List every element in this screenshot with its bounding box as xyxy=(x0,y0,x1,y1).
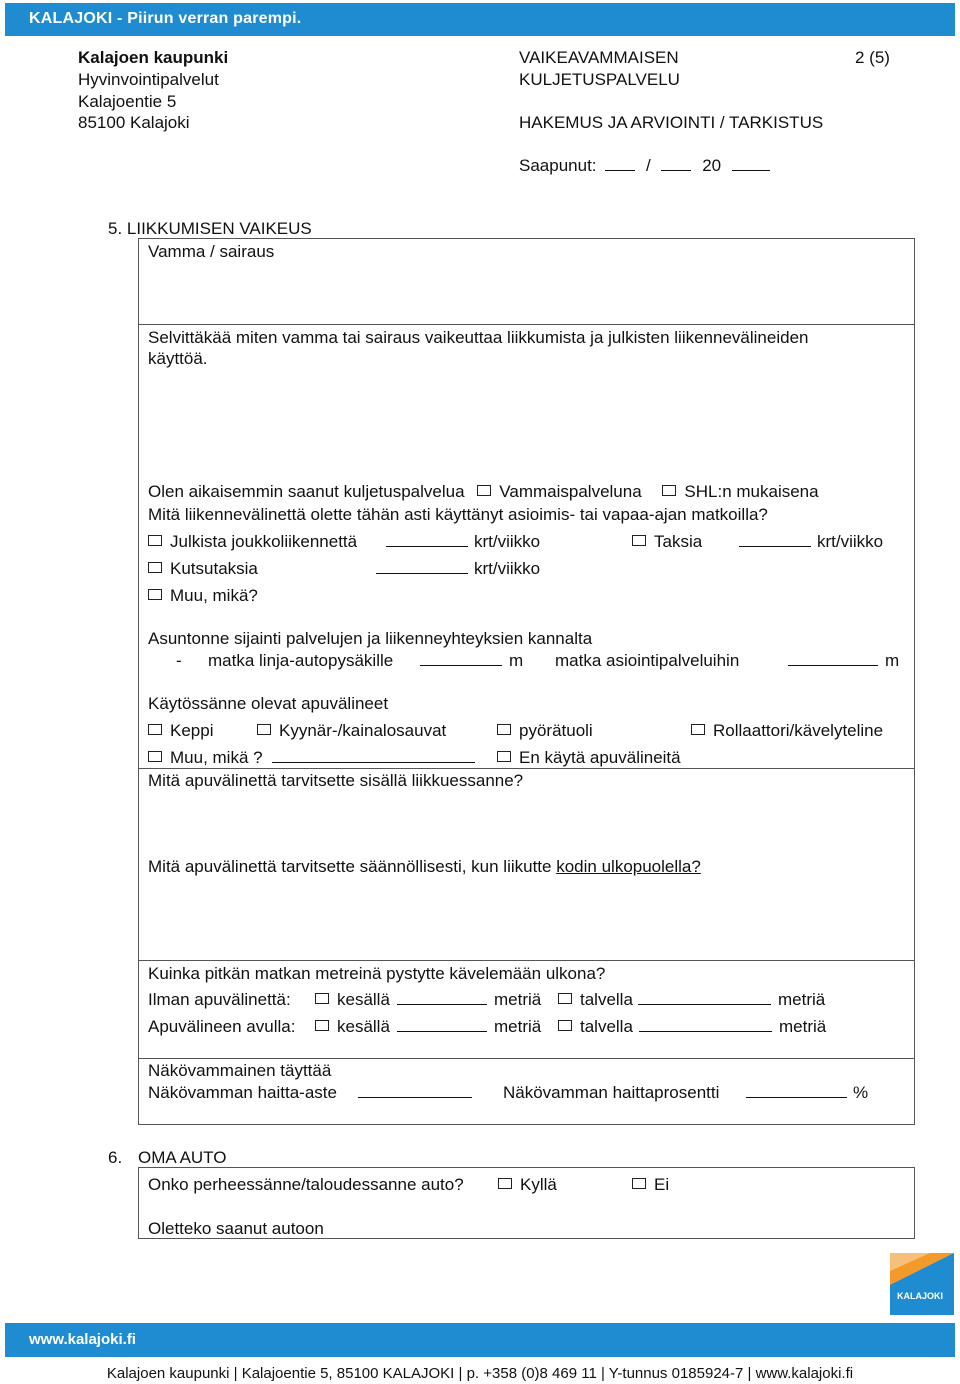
aid-outdoor-text: Mitä apuvälinettä tarvitsette säännöllisesti, kun liikutte xyxy=(148,857,557,876)
explain-line2: käyttöä. xyxy=(148,349,208,368)
checkbox-rollator[interactable] xyxy=(691,724,705,735)
percent-sign: % xyxy=(853,1083,869,1102)
received-day-blank[interactable] xyxy=(605,156,635,171)
per-week-label: krt/viikko xyxy=(474,559,541,578)
divider xyxy=(138,1058,915,1059)
aid-other-label: Muu, mikä ? xyxy=(170,748,263,767)
distance-services-label: matka asiointipalveluihin xyxy=(555,651,740,670)
received-slash: / xyxy=(645,156,651,175)
aid-cane-row xyxy=(148,721,213,741)
received-field xyxy=(519,156,770,176)
checkbox-with-aid-winter[interactable] xyxy=(558,1020,572,1031)
department: Hyvinvointipalvelut xyxy=(78,70,219,89)
aid-outdoor-question xyxy=(148,857,701,877)
injury-label: Vamma / sairaus xyxy=(148,242,275,261)
visual-percent-blank[interactable] xyxy=(746,1083,847,1098)
aid-other-blank[interactable] xyxy=(272,748,475,763)
other-vehicle-label: Muu, mikä? xyxy=(170,586,258,605)
prev-option-shl: SHL:n mukaisena xyxy=(684,482,819,501)
distance-services-blank[interactable] xyxy=(788,651,878,666)
without-aid-summer-blank[interactable] xyxy=(397,990,487,1005)
aid-cane-label: Keppi xyxy=(170,721,214,740)
winter-label: talvella xyxy=(580,990,633,1009)
visual-grade-blank[interactable] xyxy=(358,1083,472,1098)
distance-bus-blank[interactable] xyxy=(420,651,502,666)
taxi-row xyxy=(632,532,702,552)
page-number: 2 (5) xyxy=(855,48,890,67)
dash: - xyxy=(176,651,182,670)
aid-crutches-row xyxy=(257,721,446,741)
checkbox-without-aid-summer[interactable] xyxy=(315,993,329,1004)
checkbox-taxi[interactable] xyxy=(632,535,646,546)
doc-title-line1: VAIKEAVAMMAISEN xyxy=(519,48,679,67)
summer-label: kesällä xyxy=(337,990,390,1009)
aids-label: Käytössänne olevat apuvälineet xyxy=(148,694,389,713)
public-transport-label: Julkista joukkoliikennettä xyxy=(170,532,358,551)
unit-m: m xyxy=(509,651,524,670)
call-taxi-blank[interactable] xyxy=(376,559,468,574)
divider xyxy=(138,324,915,325)
aid-wheelchair-label: pyörätuoli xyxy=(519,721,593,740)
prev-option-disability: Vammaispalveluna xyxy=(499,482,642,501)
with-aid-label: Apuvälineen avulla: xyxy=(148,1017,296,1036)
doc-title-line2: KULJETUSPALVELU xyxy=(519,70,680,89)
section6-heading: OMA AUTO xyxy=(138,1148,227,1167)
taxi-label: Taksia xyxy=(654,532,703,551)
aid-rollator-label: Rollaattori/kävelyteline xyxy=(713,721,884,740)
meters-label: metriä xyxy=(494,1017,542,1036)
with-aid-winter-blank[interactable] xyxy=(639,1017,772,1032)
public-transport-blank[interactable] xyxy=(386,532,468,547)
with-aid-summer-blank[interactable] xyxy=(397,1017,487,1032)
postal-address: 85100 Kalajoki xyxy=(78,113,190,132)
explain-line1: Selvittäkää miten vamma tai sairaus vaikeuttaa liikkumista ja julkisten liikennevälineiden xyxy=(148,328,809,347)
divider xyxy=(138,960,915,961)
checkbox-aid-other[interactable] xyxy=(148,751,162,762)
received-label: Saapunut: xyxy=(519,156,597,175)
prev-service-row xyxy=(148,482,819,502)
top-banner xyxy=(5,3,955,36)
checkbox-shl[interactable] xyxy=(662,485,676,496)
prev-service-label: Olen aikaisemmin saanut kuljetuspalvelua xyxy=(148,482,465,501)
call-taxi-row xyxy=(148,559,258,579)
car-no-row xyxy=(632,1175,669,1195)
visual-fill-label: Näkövammainen täyttää xyxy=(148,1061,332,1080)
aid-none-label: En käytä apuvälineitä xyxy=(519,748,681,767)
per-week-label: krt/viikko xyxy=(817,532,884,551)
without-aid-label: Ilman apuvälinettä: xyxy=(148,990,291,1009)
car-question: Onko perheessänne/taloudessanne auto? xyxy=(148,1175,464,1194)
checkbox-car-no[interactable] xyxy=(632,1178,646,1189)
meters-label: metriä xyxy=(779,1017,827,1036)
walk-question: Kuinka pitkän matkan metreinä pystytte kävelemään ulkona? xyxy=(148,964,606,983)
checkbox-without-aid-winter[interactable] xyxy=(558,993,572,1004)
without-aid-summer xyxy=(315,990,390,1010)
divider xyxy=(138,768,915,769)
checkbox-crutches[interactable] xyxy=(257,724,271,735)
public-transport-row xyxy=(148,532,357,552)
housing-label: Asuntonne sijainti palvelujen ja liikenneyhteyksien kannalta xyxy=(148,629,593,648)
kalajoki-logo xyxy=(890,1253,954,1315)
visual-percent-label: Näkövamman haittaprosentti xyxy=(503,1083,720,1102)
aid-outdoor-underlined: kodin ulkopuolella? xyxy=(556,857,701,876)
visual-grade-label: Näkövamman haitta-aste xyxy=(148,1083,337,1102)
vehicles-question: Mitä liikennevälinettä olette tähän asti käyttänyt asioimis- tai vapaa-ajan matkoilla? xyxy=(148,505,768,524)
aid-rollator-row xyxy=(691,721,883,741)
checkbox-wheelchair[interactable] xyxy=(497,724,511,735)
section5-heading: 5. LIIKKUMISEN VAIKEUS xyxy=(108,219,312,238)
received-year: 20 xyxy=(702,156,722,175)
car-no-label: Ei xyxy=(654,1175,670,1194)
car-yes-row xyxy=(498,1175,557,1195)
aid-indoor-question: Mitä apuvälinettä tarvitsette sisällä liikkuessanne? xyxy=(148,771,524,790)
received-car-question: Oletteko saanut autoon xyxy=(148,1219,324,1238)
checkbox-other-vehicle[interactable] xyxy=(148,589,162,600)
logo-text: KALAJOKI xyxy=(897,1291,944,1301)
with-aid-summer xyxy=(315,1017,390,1037)
car-yes-label: Kyllä xyxy=(520,1175,557,1194)
checkbox-public-transport[interactable] xyxy=(148,535,162,546)
street-address: Kalajoentie 5 xyxy=(78,92,177,111)
call-taxi-label: Kutsutaksia xyxy=(170,559,258,578)
doc-subtitle: HAKEMUS JA ARVIOINTI / TARKISTUS xyxy=(519,113,824,132)
aid-other-row xyxy=(148,748,263,768)
meters-label: metriä xyxy=(494,990,542,1009)
with-aid-winter xyxy=(558,1017,633,1037)
received-year-blank[interactable] xyxy=(732,156,770,171)
winter-label: talvella xyxy=(580,1017,633,1036)
checkbox-car-yes[interactable] xyxy=(498,1178,512,1189)
section6-number: 6. xyxy=(108,1148,123,1167)
aid-wheelchair-row xyxy=(497,721,593,741)
summer-label: kesällä xyxy=(337,1017,390,1036)
other-vehicle-row xyxy=(148,586,258,606)
checkbox-cane[interactable] xyxy=(148,724,162,735)
checkbox-with-aid-summer[interactable] xyxy=(315,1020,329,1031)
without-aid-winter-blank[interactable] xyxy=(638,990,771,1005)
brand-slogan: KALAJOKI - Piirun verran parempi. xyxy=(29,10,302,27)
org-name: Kalajoen kaupunki xyxy=(78,48,229,67)
without-aid-winter xyxy=(558,990,633,1010)
checkbox-no-aid[interactable] xyxy=(497,751,511,762)
checkbox-call-taxi[interactable] xyxy=(148,562,162,573)
taxi-blank[interactable] xyxy=(739,532,811,547)
website-link[interactable]: www.kalajoki.fi xyxy=(29,1331,136,1348)
meters-label: metriä xyxy=(778,990,826,1009)
distance-bus-label: matka linja-autopysäkille xyxy=(208,651,394,670)
footer-contact: Kalajoen kaupunki | Kalajoentie 5, 85100 KALAJOKI | p. +358 (0)8 469 11 | Y-tunnus 0185924-7 | www.kalajoki.fi xyxy=(106,1365,854,1382)
checkbox-disability-service[interactable] xyxy=(477,485,491,496)
per-week-label: krt/viikko xyxy=(474,532,541,551)
received-month-blank[interactable] xyxy=(661,156,691,171)
aid-none-row xyxy=(497,748,681,768)
unit-m: m xyxy=(885,651,900,670)
bottom-banner xyxy=(5,1323,955,1357)
aid-crutches-label: Kyynär-/kainalosauvat xyxy=(279,721,447,740)
